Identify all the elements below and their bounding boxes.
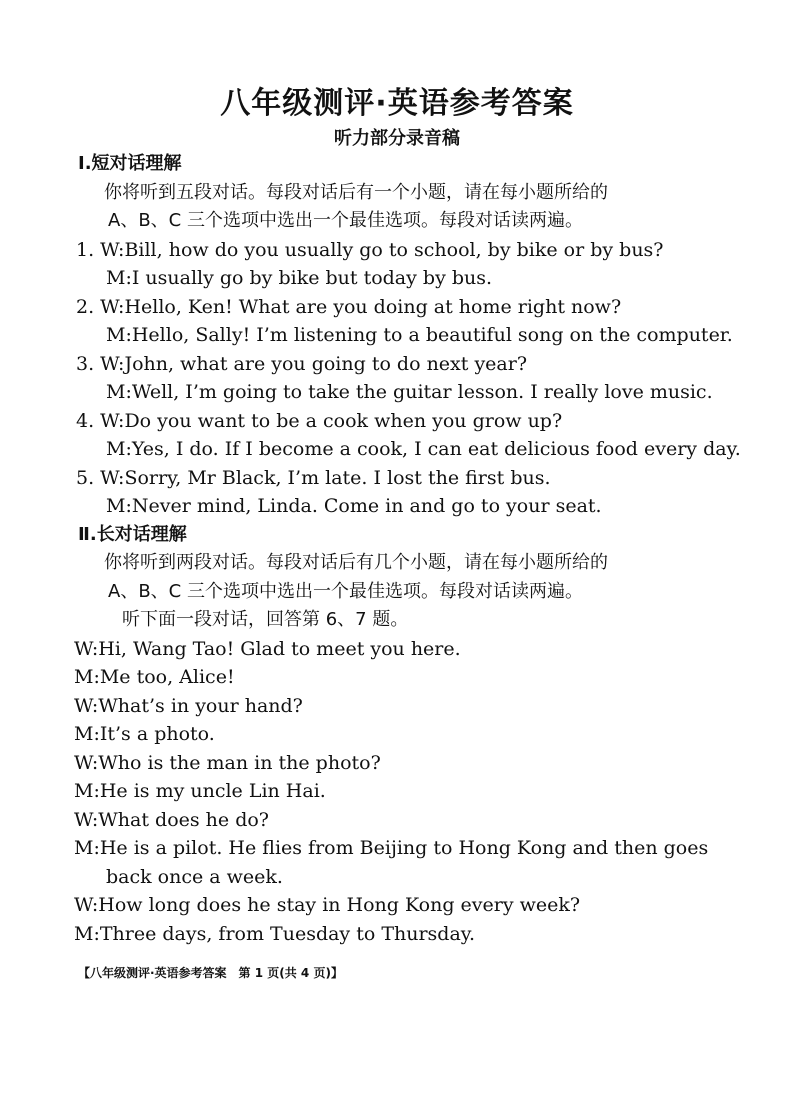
dialogue-line: M:Three days, from Tuesday to Thursday.	[74, 922, 476, 945]
dialogue-line: W:Who is the man in the photo?	[74, 751, 381, 774]
dialogue-line: M:Well, I’m going to take the guitar lesson. I really love music.	[106, 381, 713, 403]
dialogue-line: M:Yes, I do. If I become a cook, I can eat delicious food every day.	[106, 438, 741, 460]
section-1-instruction: 你将听到五段对话。每段对话后有一个小题，请在每小题所给的	[104, 181, 608, 203]
section-1-heading: Ⅰ.短对话理解	[78, 153, 182, 174]
transcript-content	[74, 150, 741, 948]
dialogue-line: 2. W:Hello, Ken! What are you doing at home right now?	[76, 295, 622, 318]
dialogue-line: W:Hi, Wang Tao! Glad to meet you here.	[74, 637, 461, 660]
page-subtitle: 听力部分录音稿	[334, 128, 460, 149]
section-2-instruction: 你将听到两段对话。每段对话后有几个小题，请在每小题所给的	[104, 552, 608, 573]
section-1-instruction: A、B、C 三个选项中选出一个最佳选项。每段对话读两遍。	[108, 210, 583, 231]
dialogue-line: M:I usually go by bike but today by bus.	[106, 267, 493, 289]
dialogue-line: W:How long does he stay in Hong Kong every week?	[74, 894, 581, 916]
dialogue-line: 5. W:Sorry, Mr Black, I’m late. I lost the first bus.	[76, 466, 551, 489]
dialogue-line: W:What’s in your hand?	[74, 694, 303, 717]
dialogue-line: 3. W:John, what are you going to do next year?	[76, 352, 528, 375]
dialogue-line: back once a week.	[106, 865, 283, 888]
dialogue-line: M:He is my uncle Lin Hai.	[74, 780, 326, 802]
section-2-heading: Ⅱ.长对话理解	[78, 523, 187, 545]
dialogue-line: 4. W:Do you want to be a cook when you grow up?	[76, 409, 563, 432]
dialogue-line: M:It’s a photo.	[74, 723, 215, 745]
section-2-instruction: A、B、C 三个选项中选出一个最佳选项。每段对话读两遍。	[108, 580, 583, 602]
dialogue-line: M:Hello, Sally! I’m listening to a beautiful song on the computer.	[106, 324, 733, 346]
dialogue-line: M:He is a pilot. He flies from Beijing to Hong Kong and then goes	[74, 837, 709, 859]
dialogue-line: 1. W:Bill, how do you usually go to school, by bike or by bus?	[76, 238, 664, 261]
dialogue-line: M:Me too, Alice!	[74, 666, 235, 688]
dialogue-line: M:Never mind, Linda. Come in and go to your seat.	[106, 495, 602, 517]
page-title: 八年级测评·英语参考答案	[220, 86, 574, 121]
page-footer: 【八年级测评·英语参考答案 第 1 页(共 4 页)】	[78, 966, 343, 980]
dialogue-line: W:What does he do?	[74, 808, 269, 831]
section-2-sub-instruction: 听下面一段对话，回答第 6、7 题。	[122, 609, 409, 630]
